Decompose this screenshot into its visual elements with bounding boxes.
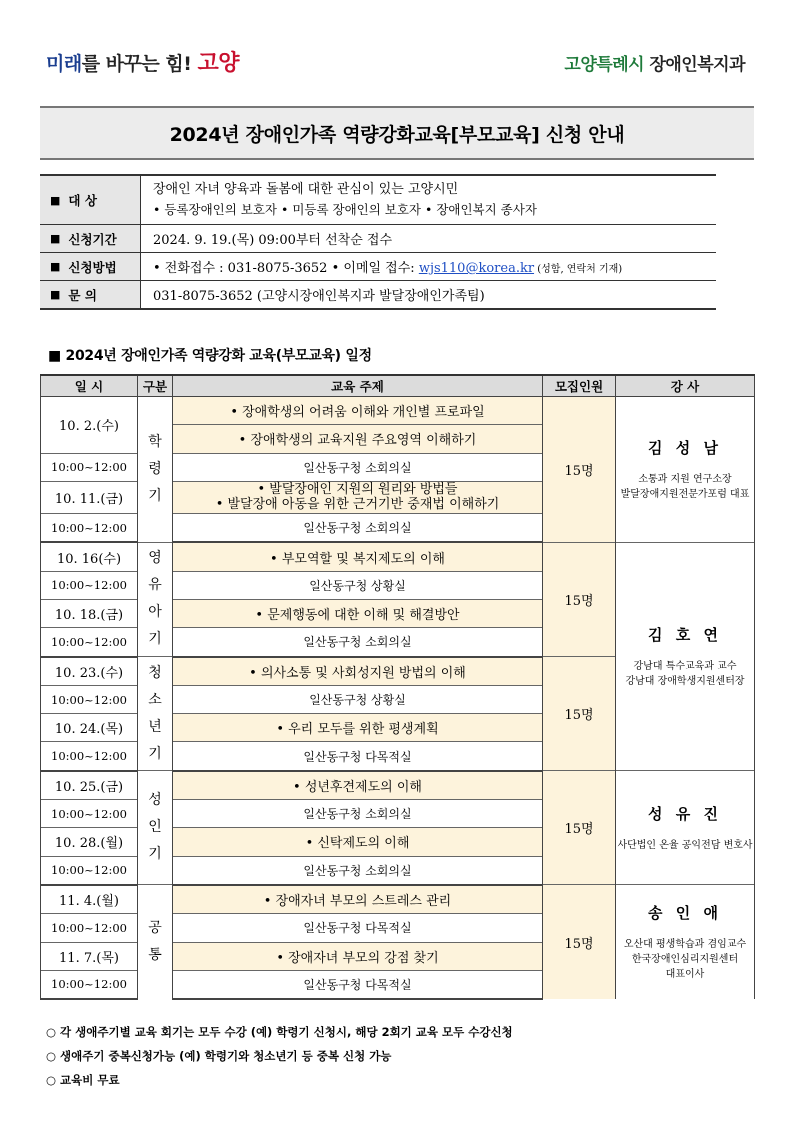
session-topic: • 장애학생의 교육지원 주요영역 이해하기 bbox=[173, 425, 543, 453]
session-time: 10:00~12:00 bbox=[41, 800, 138, 828]
session-date: 11. 4.(월) bbox=[41, 885, 138, 914]
square-bullet-icon: ■ bbox=[50, 193, 61, 207]
method-phone: • 전화접수 : 031-8075-3652 • 이메일 접수: bbox=[153, 261, 419, 276]
session-time: 10:00~12:00 bbox=[41, 514, 138, 543]
enroll-count: 15명 bbox=[543, 397, 616, 543]
session-location: 일산동구청 소회의실 bbox=[173, 453, 543, 481]
note-item: ○ 각 생애주기별 교육 회기는 모두 수강 (예) 학령기 신청시, 해당 2회기 교육 모두 수강신청 bbox=[46, 1025, 513, 1039]
session-topic: • 문제행동에 대한 이해 및 해결방안 bbox=[173, 599, 543, 627]
session-time: 10:00~12:00 bbox=[41, 571, 138, 599]
schedule-table bbox=[40, 374, 755, 1000]
instructor-cell: 송 인 애 오산대 평생학습과 겸임교수 한국장애인심리지원센터 대표이사 bbox=[616, 885, 755, 999]
note-item: ○ 생애주기 중복신청가능 (예) 학령기와 청소년기 등 중복 신청 가능 bbox=[46, 1049, 392, 1063]
notes bbox=[46, 1020, 513, 1092]
target-label: 대 상 bbox=[68, 193, 97, 208]
session-topic: • 성년후견제도의 이해 bbox=[173, 771, 543, 800]
table-row bbox=[41, 885, 755, 914]
instructor-name: 김 성 남 bbox=[648, 438, 722, 457]
session-time: 10:00~12:00 bbox=[41, 742, 138, 771]
schedule-heading: ■ 2024년 장애인가족 역량강화 교육(부모교육) 일정 bbox=[48, 348, 372, 364]
session-date: 10. 16(수) bbox=[41, 542, 138, 571]
session-topic: • 장애자녀 부모의 스트레스 관리 bbox=[173, 885, 543, 914]
session-location: 일산동구청 상황실 bbox=[173, 571, 543, 599]
method-label: 신청방법 bbox=[68, 259, 117, 275]
instructor-cell: 김 호 연 강남대 특수교육과 교수 강남대 장애학생지원센터장 bbox=[616, 542, 755, 770]
instructor-name: 송 인 애 bbox=[648, 904, 722, 923]
inquiry-value: 031-8075-3652 (고양시장애인복지과 발달장애인가족팀) bbox=[141, 281, 717, 310]
category-infant: 학 령 기 bbox=[138, 397, 173, 543]
info-row-inquiry bbox=[40, 281, 716, 310]
email-link[interactable]: wjs110@korea.kr bbox=[418, 261, 535, 276]
page-title: 2024년 장애인가족 역량강화교육[부모교육] 신청 안내 bbox=[40, 106, 754, 160]
instructor-cell: 성 유 진 사단법인 온율 공익전담 변호사 bbox=[616, 771, 755, 885]
session-date: 10. 28.(월) bbox=[41, 828, 138, 856]
instructor-cell: 김 성 남 소통과 지원 연구소장 발달장애지원전문가포럼 대표 bbox=[616, 397, 755, 543]
session-location: 일산동구청 다목적실 bbox=[173, 742, 543, 771]
session-location: 일산동구청 소회의실 bbox=[173, 628, 543, 657]
header-topic: 교육 주제 bbox=[173, 375, 543, 397]
session-time: 10:00~12:00 bbox=[41, 628, 138, 657]
header-count: 모집인원 bbox=[543, 375, 616, 397]
target-label-cell bbox=[40, 175, 141, 225]
table-row bbox=[41, 542, 755, 571]
session-date: 10. 23.(수) bbox=[41, 657, 138, 686]
category-adult: 성 인 기 bbox=[138, 771, 173, 885]
inquiry-label: 문 의 bbox=[68, 287, 97, 303]
session-date: 10. 11.(금) bbox=[41, 481, 138, 513]
session-location: 일산동구청 소회의실 bbox=[173, 514, 543, 543]
instructor-name: 김 호 연 bbox=[648, 626, 722, 645]
category-teen: 청 소 년 기 bbox=[138, 657, 173, 771]
session-topic: • 부모역할 및 복지제도의 이해 bbox=[173, 542, 543, 571]
session-location: 일산동구청 다목적실 bbox=[173, 970, 543, 999]
info-row-target bbox=[40, 175, 716, 225]
dept-city: 고양특례시 bbox=[564, 55, 650, 75]
table-row bbox=[41, 771, 755, 800]
session-time: 10:00~12:00 bbox=[41, 453, 138, 481]
enroll-count: 15명 bbox=[543, 657, 616, 771]
slogan-part1: 미래 bbox=[46, 53, 82, 75]
slogan bbox=[46, 46, 239, 77]
target-line2: • 등록장애인의 보호자 • 미등록 장애인의 보호자 • 장애인복지 종사자 bbox=[153, 202, 537, 217]
enroll-count: 15명 bbox=[543, 885, 616, 999]
schedule-header-row bbox=[41, 375, 755, 397]
dept-name: 장애인복지과 bbox=[649, 55, 745, 75]
square-bullet-icon: ■ bbox=[50, 232, 61, 245]
session-topic: • 발달장애인 지원의 원리와 방법들 • 발달장애 아동을 위한 근거기반 중재법 이해하기 bbox=[173, 481, 543, 513]
info-row-method bbox=[40, 253, 716, 281]
info-row-period bbox=[40, 225, 716, 253]
category-early: 영 유 아 기 bbox=[138, 542, 173, 656]
session-topic: • 우리 모두를 위한 평생계획 bbox=[173, 714, 543, 742]
target-value bbox=[141, 175, 717, 225]
session-date: 10. 2.(수) bbox=[41, 397, 138, 454]
square-bullet-icon: ■ bbox=[50, 260, 61, 273]
session-topic: • 장애학생의 어려움 이해와 개인별 프로파일 bbox=[173, 397, 543, 425]
session-topic: • 의사소통 및 사회성지원 방법의 이해 bbox=[173, 657, 543, 686]
category-common: 공 통 bbox=[138, 885, 173, 999]
department bbox=[564, 50, 745, 75]
session-location: 일산동구청 소회의실 bbox=[173, 800, 543, 828]
session-topic: • 장애자녀 부모의 강점 찾기 bbox=[173, 942, 543, 970]
slogan-part3: 고양 bbox=[197, 51, 240, 76]
enroll-count: 15명 bbox=[543, 771, 616, 885]
header-datetime: 일 시 bbox=[41, 375, 138, 397]
target-line1: 장애인 자녀 양육과 돌봄에 대한 관심이 있는 고양시민 bbox=[153, 182, 459, 197]
slogan-part2: 를 바꾸는 힘! bbox=[81, 53, 198, 75]
method-note: (성함, 연락처 기재) bbox=[534, 264, 623, 275]
session-time: 10:00~12:00 bbox=[41, 914, 138, 942]
session-location: 일산동구청 소회의실 bbox=[173, 856, 543, 885]
session-date: 11. 7.(목) bbox=[41, 942, 138, 970]
note-item: ○ 교육비 무료 bbox=[46, 1073, 120, 1087]
session-topic: • 신탁제도의 이해 bbox=[173, 828, 543, 856]
session-time: 10:00~12:00 bbox=[41, 970, 138, 999]
header-category: 구분 bbox=[138, 375, 173, 397]
period-value: 2024. 9. 19.(목) 09:00부터 선착순 접수 bbox=[141, 225, 717, 253]
info-table bbox=[40, 174, 716, 310]
instructor-name: 성 유 진 bbox=[648, 804, 722, 823]
session-date: 10. 25.(금) bbox=[41, 771, 138, 800]
schedule-title: 2024년 장애인가족 역량강화 교육(부모교육) 일정 bbox=[65, 348, 372, 364]
table-row bbox=[41, 397, 755, 425]
method-value bbox=[141, 253, 717, 281]
session-date: 10. 24.(목) bbox=[41, 714, 138, 742]
header-instructor: 강 사 bbox=[616, 375, 755, 397]
session-date: 10. 18.(금) bbox=[41, 599, 138, 627]
session-location: 일산동구청 상황실 bbox=[173, 685, 543, 713]
session-location: 일산동구청 다목적실 bbox=[173, 914, 543, 942]
session-time: 10:00~12:00 bbox=[41, 685, 138, 713]
session-time: 10:00~12:00 bbox=[41, 856, 138, 885]
square-bullet-icon: ■ bbox=[50, 288, 61, 301]
enroll-count: 15명 bbox=[543, 542, 616, 656]
period-label: 신청기간 bbox=[68, 231, 117, 247]
